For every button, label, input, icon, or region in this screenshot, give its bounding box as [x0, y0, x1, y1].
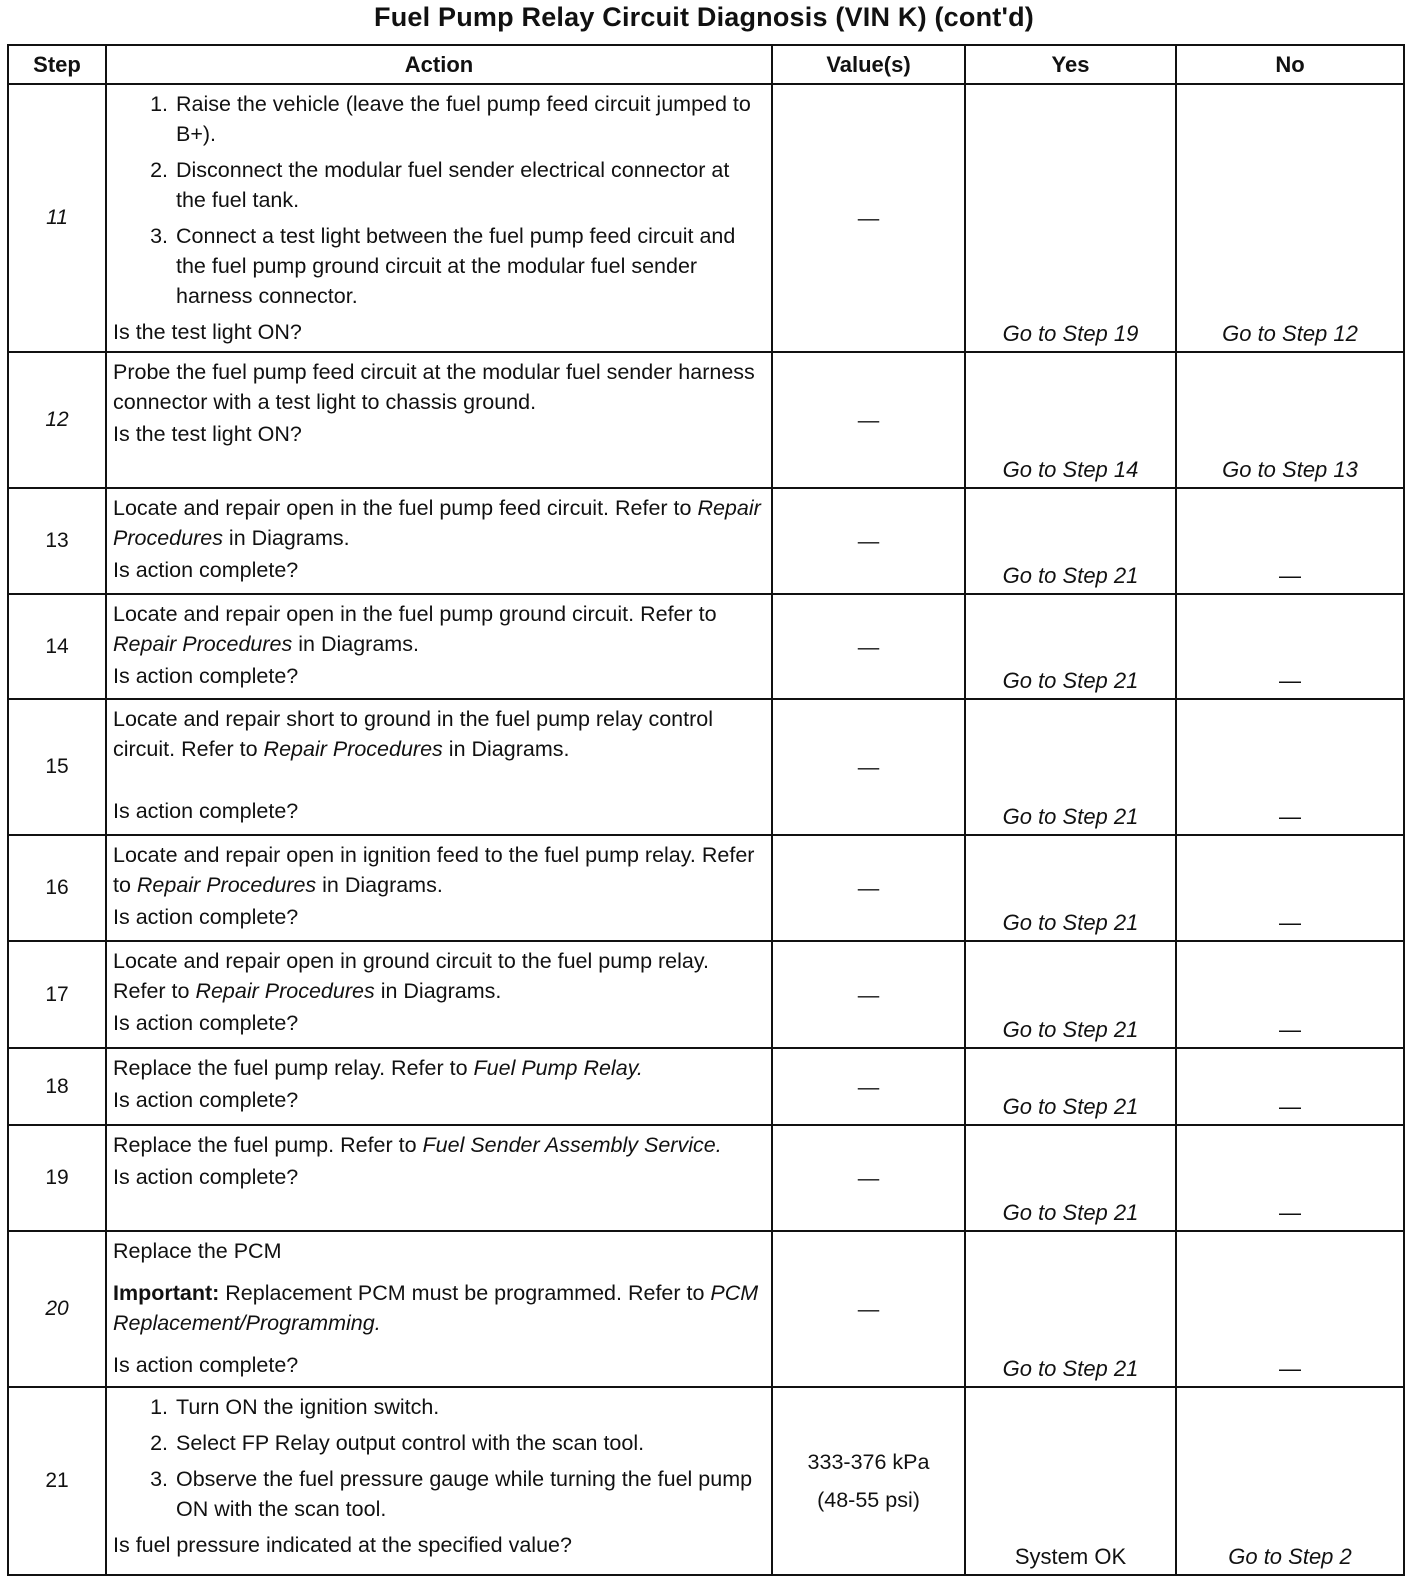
- no-cell: —: [1176, 699, 1404, 835]
- value-cell: —: [772, 594, 965, 699]
- value-cell: —: [772, 488, 965, 594]
- action-text-a: Locate and repair open in ground circuit to the fuel pump relay. Refer to: [113, 949, 709, 1003]
- no-cell: —: [1176, 1231, 1404, 1387]
- action-text-a: Replace the fuel pump relay. Refer to: [113, 1056, 474, 1080]
- action-text-a: Locate and repair short to ground in the fuel pump relay control circuit. Refer to: [113, 707, 713, 761]
- action-text-b: in Diagrams.: [316, 873, 443, 897]
- question-text: Is action complete?: [113, 1088, 299, 1112]
- table-row-step-21: [8, 1387, 1404, 1575]
- important-label: Important:: [113, 1281, 220, 1305]
- question-text: Is fuel pressure indicated at the specified value?: [113, 1533, 572, 1557]
- step-number: 13: [8, 488, 106, 594]
- table-row-step-13: [8, 488, 1404, 594]
- header-yes: Yes: [965, 45, 1176, 84]
- table-header-row: [8, 45, 1404, 84]
- step-number: 21: [8, 1387, 106, 1575]
- action-cell: [106, 1125, 772, 1231]
- action-text: Replace the PCM: [113, 1239, 282, 1263]
- table-row-step-12: [8, 352, 1404, 488]
- action-text-b: in Diagrams.: [222, 526, 350, 550]
- header-values: Value(s): [772, 45, 965, 84]
- question-text: Is action complete?: [113, 799, 299, 823]
- action-cell: [106, 835, 772, 941]
- page-title: Fuel Pump Relay Circuit Diagnosis (VIN K) (cont'd): [374, 2, 1034, 32]
- action-text-a: Locate and repair open in the fuel pump ground circuit. Refer to: [113, 602, 717, 626]
- question-text: Is action complete?: [113, 1165, 299, 1189]
- question-text: Is action complete?: [113, 664, 299, 688]
- question-text: Is action complete?: [113, 1011, 299, 1035]
- value-cell: —: [772, 84, 965, 352]
- no-cell: Go to Step 13: [1176, 352, 1404, 488]
- action-text: [113, 1130, 765, 1160]
- list-item: 2. Select FP Relay output control with the scan tool.: [174, 1428, 765, 1458]
- yes-cell: System OK: [965, 1387, 1176, 1575]
- yes-cell: Go to Step 21: [965, 1048, 1176, 1125]
- table-row-step-14: [8, 594, 1404, 699]
- table-row-step-17: [8, 941, 1404, 1048]
- yes-cell: Go to Step 21: [965, 488, 1176, 594]
- action-cell: [106, 488, 772, 594]
- table-row-step-19: [8, 1125, 1404, 1231]
- header-action: Action: [106, 45, 772, 84]
- header-step: Step: [8, 45, 106, 84]
- important-text: Replacement PCM must be programmed. Refer to: [219, 1281, 711, 1305]
- action-cell: [106, 1048, 772, 1125]
- list-item: 1. Turn ON the ignition switch.: [174, 1392, 765, 1422]
- yes-cell: Go to Step 21: [965, 835, 1176, 941]
- action-text: Probe the fuel pump feed circuit at the modular fuel sender harness connector with a test light to chassis ground.: [113, 360, 755, 414]
- table-row-step-20: [8, 1231, 1404, 1387]
- action-cell: [106, 699, 772, 835]
- step-number: 14: [8, 594, 106, 699]
- value-cell: —: [772, 1048, 965, 1125]
- no-cell: —: [1176, 594, 1404, 699]
- action-text-b: in Diagrams.: [374, 979, 502, 1003]
- no-cell: Go to Step 12: [1176, 84, 1404, 352]
- value-cell: —: [772, 352, 965, 488]
- table-row-step-16: [8, 835, 1404, 941]
- no-cell: —: [1176, 835, 1404, 941]
- reference-link: Repair Procedures: [113, 496, 761, 550]
- value-kpa: 333-376 kPa: [807, 1450, 930, 1474]
- action-text: [113, 840, 765, 900]
- action-text: [113, 704, 765, 764]
- value-cell: —: [772, 941, 965, 1048]
- yes-cell: Go to Step 19: [965, 84, 1176, 352]
- action-cell: [106, 941, 772, 1048]
- reference-link: Repair Procedures: [195, 979, 375, 1003]
- action-cell: [106, 84, 772, 352]
- action-list: [113, 89, 765, 311]
- step-number: 16: [8, 835, 106, 941]
- step-number: 11: [8, 84, 106, 352]
- action-text: [113, 1053, 765, 1083]
- reference-link: Repair Procedures: [263, 737, 443, 761]
- step-number: 17: [8, 941, 106, 1048]
- value-cell: —: [772, 1231, 965, 1387]
- question-text: Is action complete?: [113, 558, 299, 582]
- step-number: 20: [8, 1231, 106, 1387]
- table-row-step-11: [8, 84, 1404, 352]
- question-text: Is the test light ON?: [113, 422, 302, 446]
- reference-link: Repair Procedures: [113, 632, 293, 656]
- yes-cell: Go to Step 21: [965, 1125, 1176, 1231]
- no-cell: —: [1176, 488, 1404, 594]
- action-text-b: in Diagrams.: [442, 737, 570, 761]
- action-text-a: Locate and repair open in ignition feed to the fuel pump relay. Refer to: [113, 843, 755, 897]
- yes-cell: Go to Step 21: [965, 594, 1176, 699]
- question-text: Is action complete?: [113, 905, 299, 929]
- question-text: Is action complete?: [113, 1353, 299, 1377]
- no-cell: —: [1176, 941, 1404, 1048]
- action-text-a: Replace the fuel pump. Refer to: [113, 1133, 423, 1157]
- diagnosis-table: [7, 44, 1405, 1576]
- action-text: [113, 946, 765, 1006]
- reference-link: Fuel Pump Relay.: [473, 1056, 643, 1080]
- value-cell: —: [772, 835, 965, 941]
- reference-link: Fuel Sender Assembly Service.: [422, 1133, 722, 1157]
- step-number: 15: [8, 699, 106, 835]
- yes-cell: Go to Step 14: [965, 352, 1176, 488]
- question-text: Is the test light ON?: [113, 320, 302, 344]
- action-text: [113, 493, 765, 553]
- yes-cell: Go to Step 21: [965, 699, 1176, 835]
- reference-link: PCM Replacement/Programming.: [113, 1281, 759, 1335]
- table-row-step-18: [8, 1048, 1404, 1125]
- value-cell: [772, 1387, 965, 1575]
- action-text-b: in Diagrams.: [292, 632, 419, 656]
- action-cell: [106, 352, 772, 488]
- step-number: 12: [8, 352, 106, 488]
- action-cell: [106, 594, 772, 699]
- yes-cell: Go to Step 21: [965, 941, 1176, 1048]
- step-number: 18: [8, 1048, 106, 1125]
- step-number: 19: [8, 1125, 106, 1231]
- value-psi: (48-55 psi): [817, 1488, 920, 1512]
- no-cell: —: [1176, 1125, 1404, 1231]
- no-cell: Go to Step 2: [1176, 1387, 1404, 1575]
- action-text-a: Locate and repair open in the fuel pump feed circuit. Refer to: [113, 496, 698, 520]
- action-cell: [106, 1231, 772, 1387]
- no-cell: —: [1176, 1048, 1404, 1125]
- list-item: 3. Observe the fuel pressure gauge while turning the fuel pump ON with the scan tool.: [174, 1464, 765, 1524]
- action-text: [113, 599, 765, 659]
- reference-link: Repair Procedures: [136, 873, 317, 897]
- yes-cell: Go to Step 21: [965, 1231, 1176, 1387]
- list-item: 3. Connect a test light between the fuel pump feed circuit and the fuel pump ground circuit at the modular fuel sender harness connector.: [174, 221, 765, 311]
- value-cell: —: [772, 1125, 965, 1231]
- important-note: [113, 1278, 765, 1338]
- table-row-step-15: [8, 699, 1404, 835]
- list-item: 2. Disconnect the modular fuel sender electrical connector at the fuel tank.: [174, 155, 765, 215]
- value-cell: —: [772, 699, 965, 835]
- list-item: 1. Raise the vehicle (leave the fuel pump feed circuit jumped to B+).: [174, 89, 765, 149]
- action-list: [113, 1392, 765, 1524]
- header-no: No: [1176, 45, 1404, 84]
- action-cell: [106, 1387, 772, 1575]
